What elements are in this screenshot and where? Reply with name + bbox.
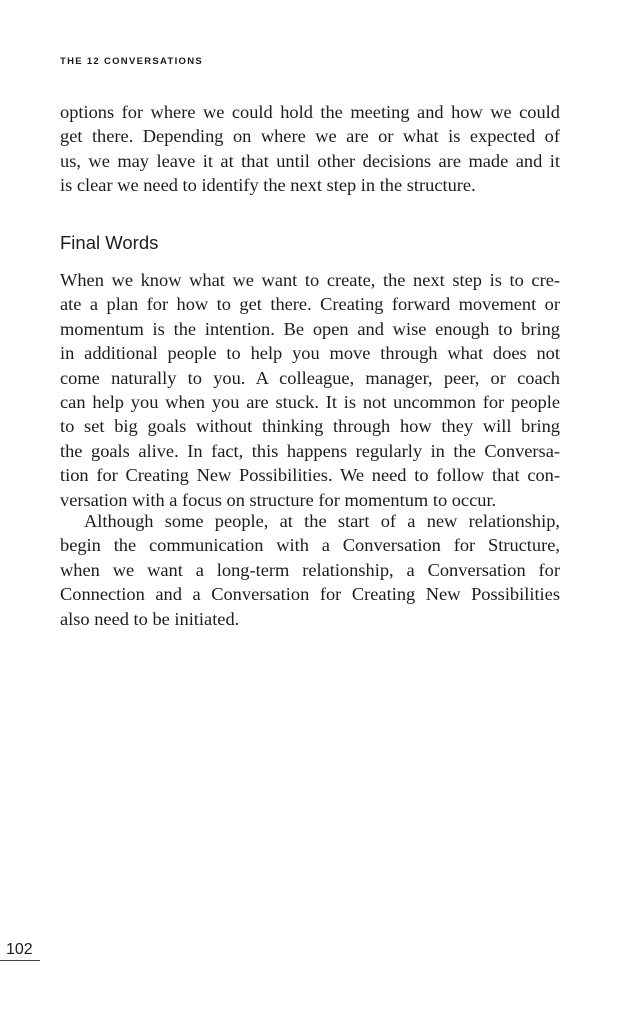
text-line: Although some people, at the start of a new relationship,: [84, 511, 560, 531]
text-line: When we know what we want to create, the next step is to cre-: [60, 270, 560, 290]
text-line: get there. Depending on where we are or what is expected of: [60, 126, 560, 147]
text-line: us, we may leave it at that until other decisions are made and it: [60, 150, 560, 171]
text-line: to set big goals without thinking through how they will bring: [60, 416, 560, 437]
text-line: tion for Creating New Possibilities. We need to follow that con-: [60, 465, 560, 486]
paragraph-continued: [60, 100, 560, 198]
paragraph-final-words: [60, 268, 560, 512]
text-line: is clear we need to identify the next step in the structure.: [60, 175, 476, 196]
running-head: THE 12 CONVERSATIONS: [60, 56, 204, 67]
section-heading: Final Words: [60, 232, 159, 253]
text-line: versation with a focus on structure for momentum to occur.: [60, 489, 497, 510]
text-line: options for where we could hold the meeting and how we could: [60, 102, 560, 122]
text-line: ate a plan for how to get there. Creating forward movement or: [60, 294, 560, 315]
text-line: momentum is the intention. Be open and wise enough to bring: [60, 318, 560, 339]
text-line: when we want a long-term relationship, a Conversation for: [60, 559, 560, 580]
text-line: also need to be initiated.: [60, 608, 240, 629]
text-line: begin the communication with a Conversation for Structure,: [60, 535, 560, 556]
text-line: can help you when you are stuck. It is not uncommon for people: [60, 392, 560, 413]
text-line: Connection and a Conversation for Creating New Possibilities: [60, 584, 560, 605]
page-number: 102: [0, 940, 40, 961]
text-line: come naturally to you. A colleague, manager, peer, or coach: [60, 367, 560, 388]
text-line: in additional people to help you move through what does not: [60, 343, 560, 364]
paragraph-although: [60, 509, 560, 631]
text-line: the goals alive. In fact, this happens regularly in the Conversa-: [60, 440, 560, 461]
